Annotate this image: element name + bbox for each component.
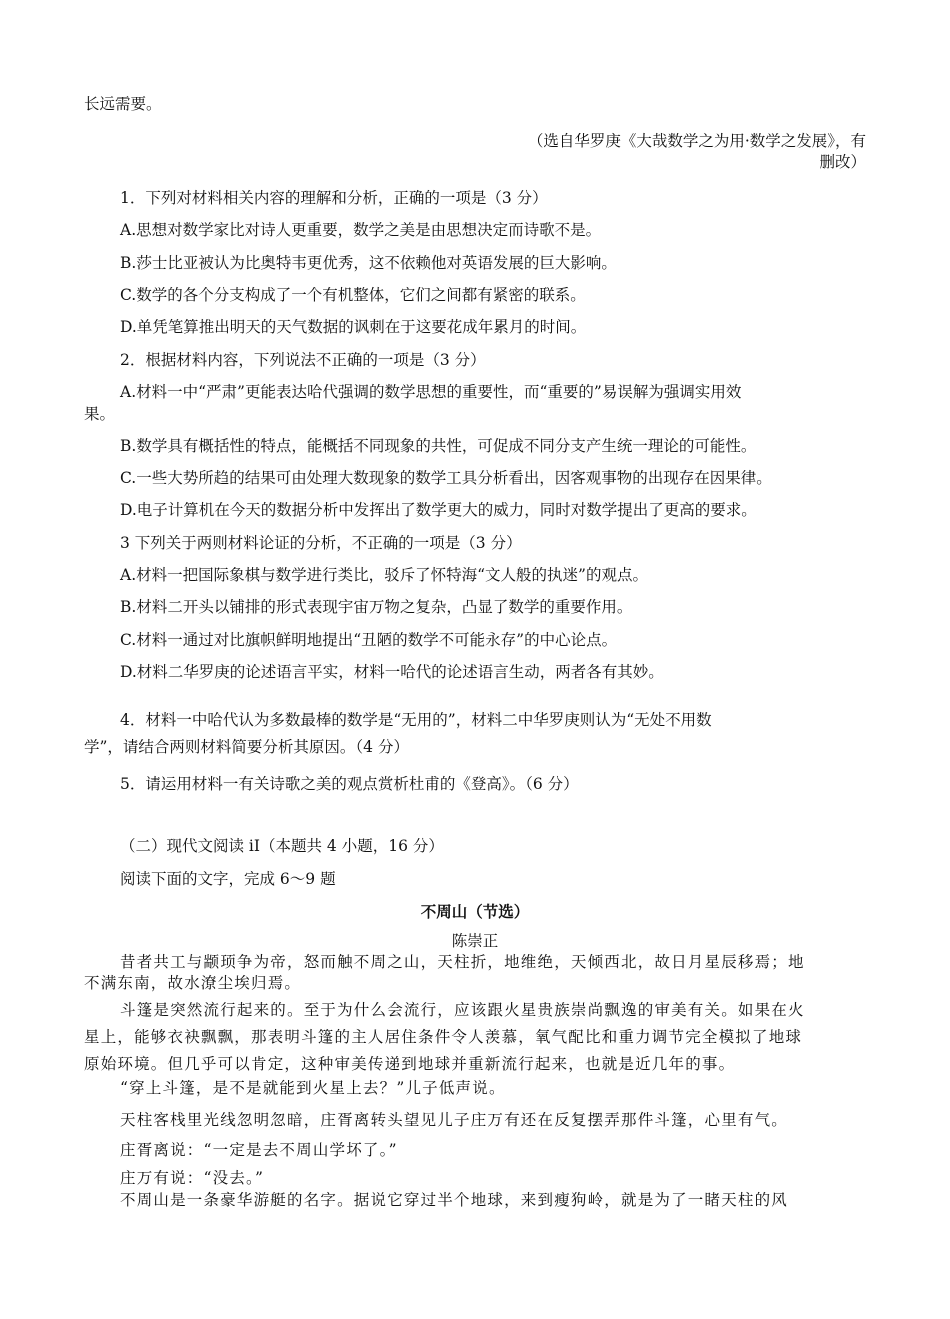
story-author: 陈崇正 [451,932,499,950]
question-2-option-d: D.电子计算机在今天的数据分析中发挥出了数学更大的威力，同时对数学提出了更高的要求。 [120,501,757,519]
story-paragraph-6: 庄万有说：“没去。” [120,1169,265,1187]
question-1-option-b: B.莎士比亚被认为比奥特韦更优秀，这不依赖他对英语发展的巨大影响。 [120,254,617,272]
section-2-heading: （二）现代文阅读 iI（本题共 4 小题，16 分） [120,837,444,855]
question-4-line2: 学”，请结合两则材料简要分析其原因。（4 分） [84,738,409,756]
story-paragraph-2-line1: 斗篷是突然流行起来的。至于为什么会流行，应该跟火星贵族崇尚飘逸的审美有关。如果在火 [120,1001,805,1019]
story-paragraph-7: 不周山是一条豪华游艇的名字。据说它穿过半个地球，来到瘦狗岭，就是为了一睹天柱的风 [120,1191,789,1209]
continuation-text: 长远需要。 [84,95,162,113]
story-paragraph-1-line2: 不满东南，故水潦尘埃归焉。 [84,974,302,992]
question-1-stem: 1．下列对材料相关内容的理解和分析，正确的一项是（3 分） [120,189,548,207]
story-paragraph-4: 天柱客栈里光线忽明忽暗，庄胥离转头望见儿子庄万有还在反复摆弄那件斗篷，心里有气。 [120,1111,789,1129]
question-1-option-d: D.单凭笔算推出明天的天气数据的讽刺在于这要花成年累月的时间。 [120,318,587,336]
source-citation-line1: （选自华罗庚《大哉数学之为用·数学之发展》，有 [527,132,866,150]
question-2-option-a-cont: 果。 [84,405,116,423]
question-1-option-c: C.数学的各个分支构成了一个有机整体，它们之间都有紧密的联系。 [120,286,586,304]
question-2-option-c: C.一些大势所趋的结果可由处理大数现象的数学工具分析看出，因客观事物的出现存在因果律。 [120,469,772,487]
story-paragraph-1-line1: 昔者共工与颛顼争为帝，怒而触不周之山，天柱折，地维绝，天倾西北，故日月星辰移焉；地 [120,953,805,971]
question-3-option-b: B.材料二开头以铺排的形式表现宇宙万物之复杂，凸显了数学的重要作用。 [120,598,633,616]
question-3-option-d: D.材料二华罗庚的论述语言平实，材料一哈代的论述语言生动，两者各有其妙。 [120,663,664,681]
question-2-option-a: A.材料一中“严肃”更能表达哈代强调的数学思想的重要性，而“重要的”易误解为强调实用效 [120,383,742,401]
story-title: 不周山（节选） [420,902,530,921]
question-2-stem: 2．根据材料内容，下列说法不正确的一项是（3 分） [120,351,486,369]
story-paragraph-2-line2: 星上，能够衣袂飘飘，那表明斗篷的主人居住条件令人羡慕，氧气配比和重力调节完全模拟了地球 [84,1028,803,1046]
question-2-option-b: B.数学具有概括性的特点，能概括不同现象的共性，可促成不同分支产生统一理论的可能性。 [120,437,757,455]
source-citation-line2: 删改） [819,153,866,171]
question-4-line1: 4．材料一中哈代认为多数最棒的数学是“无用的”，材料二中华罗庚则认为“无处不用数 [120,711,712,729]
question-5: 5．请运用材料一有关诗歌之美的观点赏析杜甫的《登高》。（6 分） [120,775,579,793]
story-paragraph-5: 庄胥离说：“一定是去不周山学坏了。” [120,1141,398,1159]
story-paragraph-3: “穿上斗篷，是不是就能到火星上去？”儿子低声说。 [120,1079,506,1097]
question-1-option-a: A.思想对数学家比对诗人更重要，数学之美是由思想决定而诗歌不是。 [120,221,602,239]
question-3-option-c: C.材料一通过对比旗帜鲜明地提出“丑陋的数学不可能永存”的中心论点。 [120,631,618,649]
story-paragraph-2-line3: 原始环境。但几乎可以肯定，这种审美传递到地球并重新流行起来，也就是近几年的事。 [84,1055,736,1073]
question-3-stem: 3 下列关于两则材料论证的分析，不正确的一项是（3 分） [120,534,522,552]
section-2-instruction: 阅读下面的文字，完成 6～9 题 [120,870,336,888]
question-3-option-a: A.材料一把国际象棋与数学进行类比，驳斥了怀特海“文人般的执迷”的观点。 [120,566,648,584]
